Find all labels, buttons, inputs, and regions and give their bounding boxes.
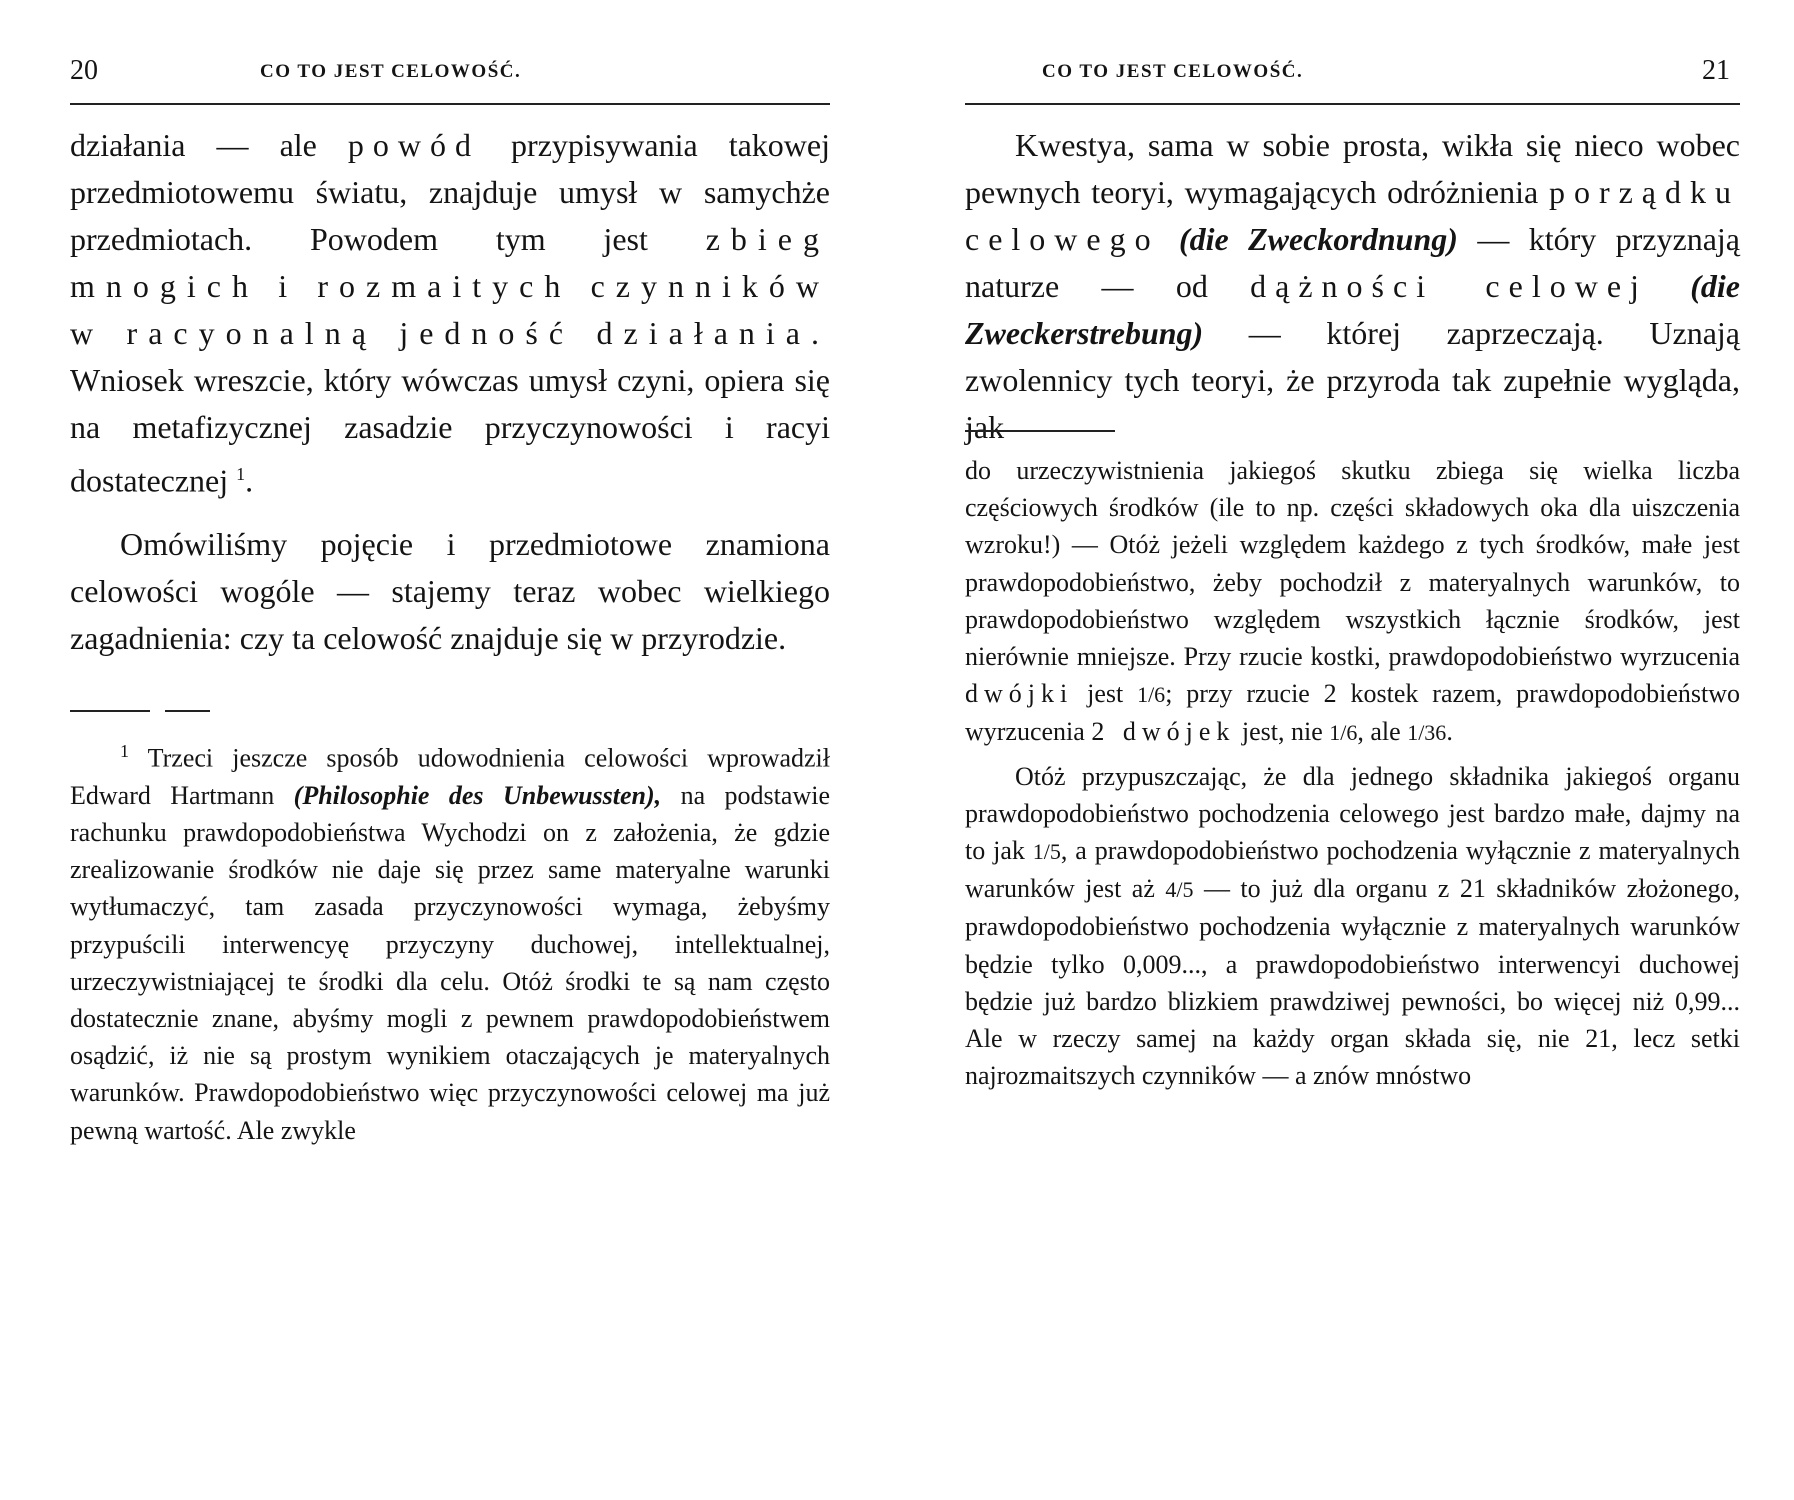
left-running-head: [70, 55, 830, 95]
footnote-rule: [965, 430, 1115, 432]
page-number: 21: [1702, 55, 1730, 86]
paragraph: Omówiliśmy pojęcie i przedmiotowe znamiona celowości wogóle — stajemy teraz wobec wielkiego zagadnienia: czy ta celowość znajduje się w przyrodzie.: [70, 526, 830, 656]
right-running-head: [965, 55, 1740, 95]
footnote: [70, 733, 830, 1149]
paragraph: działania — ale powód przypisywania takowej przedmiotowemu światu, znajduje umysł w samychże przedmiotach. Powodem tym jest zbieg mnogich i rozmaitych czynników w racyonalną jedność działania. Wniosek wreszcie, który wówczas umysł czyni, opiera się na metafizycznej zasadzie przyczynowości i racyi dostatecznej $^1$.: [70, 127, 831, 499]
footnote-text: do urzeczywistnienia jakiegoś skutku zbiega się wielka liczba częściowych środków (ile to np. części składowych oka dla uiszczenia wzroku!) — Otóż jeżeli względem każdego z tych środków, małe jest prawdopodobieństwo, żeby pochodził z materyalnych warunków, to prawdopodobieństwo względem wszystkich łącznie środków, jest nierównie mniejsze. Przy rzucie kostki, prawdopodobieństwo wyrzucenia dwójki jest 1/6; przy rzucie 2 kostek razem, prawdopodobieństwo wyrzucenia 2 dwójek jest, nie 1/6, ale 1/36.: [965, 456, 1740, 747]
footnote-rule: [165, 710, 210, 712]
fraction: 1/36: [1407, 720, 1447, 746]
footnote-reference: 1: [236, 464, 246, 484]
footnote-rule: [70, 710, 150, 712]
left-page: [70, 0, 830, 1500]
left-main-text: [70, 122, 830, 505]
running-head-title: CO TO JEST CELOWOŚĆ.: [1042, 61, 1304, 82]
footnote-mark: 1: [120, 741, 129, 761]
right-page: [965, 0, 1740, 1500]
fraction: 1/6: [1137, 682, 1166, 708]
footnote-text: $^1$ Trzeci jeszcze sposób udowodnienia celowości wprowadził Edward Hartmann (Philosophie des Unbewussten), na podstawie rachunku prawdopodobieństwa Wychodzi on z założenia, że gdzie zrealizowanie środków nie daje się przez same materyalne warunki wytłumaczyć, tam zasada przyczynowości wymaga, żebyśmy przypuścili interwencyę przyczyny duchowej, intellektualnej, urzeczywistniającej te środki dla celu. Otóż środki te są nam często dostatecznie znane, abyśmy mogli z pewnem prawdopodobieństwem osądzić, iż nie są prostym wynikiem otaczających je materyalnych warunków. Prawdopodobieństwo więc przyczynowości celowej ma już pewną wartość. Ale zwykle: [70, 741, 830, 1145]
running-head-title: CO TO JEST CELOWOŚĆ.: [260, 61, 522, 82]
footnote-continuation: [965, 452, 1740, 1094]
paragraph: Kwestya, sama w sobie prosta, wikła się nieco wobec pewnych teoryi, wymagających odróżnienia porządku celowego (die Zweckordnung) — który przyznają naturze — od dążności celowej (die Zweckerstrebung) — której zaprzeczają. Uznają zwolennicy tych teoryi, że przyroda tak zupełnie wygląda, jak: [965, 127, 1741, 445]
right-main-text: [965, 122, 1740, 451]
fraction: 4/5: [1165, 877, 1194, 903]
fraction: 1/6: [1329, 720, 1358, 746]
header-rule: [70, 103, 830, 105]
fraction: 1/5: [1032, 839, 1061, 865]
header-rule: [965, 103, 1740, 105]
page-number: 20: [70, 55, 98, 86]
footnote-text: Otóż przypuszczając, że dla jednego składnika jakiegoś organu prawdopodobieństwo pochodzenia celowego jest bardzo małe, dajmy na to jak 1/5, a prawdopodobieństwo pochodzenia wyłącznie z materyalnych warunków jest aż 4/5 — to już dla organu z 21 składników złożonego, prawdopodobieństwo pochodzenia wyłącznie z materyalnych warunków będzie tylko 0,009..., a prawdopodobieństwo interwencyi duchowej będzie już bardzo blizkiem prawdziwej pewności, bo więcej niż 0,99... Ale w rzeczy samej na każdy organ składa się, nie 21, lecz setki najrozmaitszych czynników — a znów mnóstwo: [965, 761, 1740, 1091]
left-main-text-2: [70, 521, 830, 662]
